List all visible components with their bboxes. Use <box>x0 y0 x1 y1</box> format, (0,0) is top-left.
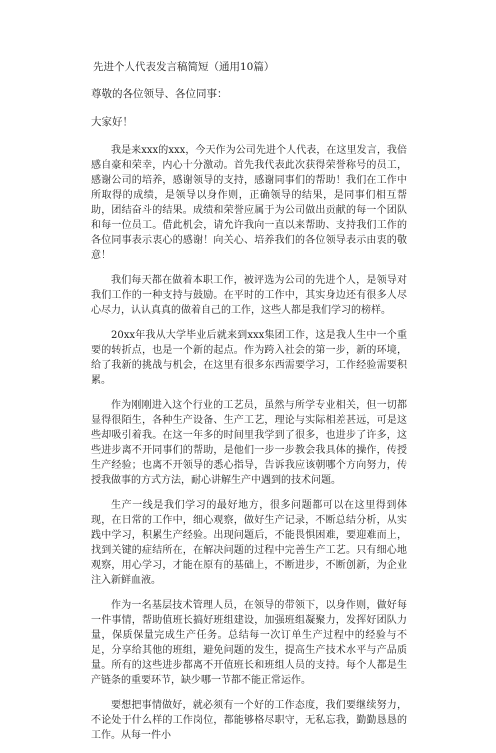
salutation: 尊敬的各位领导、各位同事： <box>91 88 228 100</box>
paragraph: 作为一名基层技术管理人员，在领导的带领下，以身作则，做好每一件事情，帮助值班长搞好班组建设，加强班组凝聚力，发挥好团队力量，保质保量完成生产任务。总结每一次订单生产过程中的经验与不足，分享给其他的班组，避免问题的发生，提高生产技术水平与产品质量。所有的这些进步都离不开值班长和班组人员的支持。每个人都是生产链条的重要环节，缺少哪一节都不能正常运作。 <box>91 600 407 686</box>
document-title: 先进个人代表发言稿简短（通用10篇） <box>93 61 275 73</box>
paragraph: 我们每天都在做着本职工作，被评选为公司的先进个人，是领导对我们工作的一种支持与鼓励。在平时的工作中，其实身边还有很多人尽心尽力，认认真真的做着自己的工作，这些人都是我们学习的榜样。 <box>91 275 407 316</box>
paragraph: 我是来xxx的xxx，今天作为公司先进个人代表，在这里发言，我倍感自豪和荣幸，内心十分激动。首先我代表此次获得荣誉称号的员工，感谢公司的培养，感谢领导的支持，感谢同事们的帮助！我们在工作中所取得的成绩，是领导以身作则，正确领导的结果，是同事们相互帮助，团结奋斗的结果。成绩和荣誉应属于为公司做出贡献的每一个团队和每一位员工。借此机会，请允许我向一直以来帮助、支持我们工作的各位同事表示衷心的感谢！向关心、培养我们的各位领导表示由衷的敬意！ <box>91 145 407 261</box>
paragraph: 作为刚刚进入这个行业的工艺员，虽然与所学专业相关，但一切都显得很陌生，各种生产设备、生产工艺，理论与实际相差甚远，可是这些却吸引着我。在这一年多的时间里我学到了很多，也进步了许多，这些进步离不开同事们的帮助，是他们一步一步教会我具体的操作，传授生产经验；也离不开领导的悉心指导，告诉我应该朝哪个方向努力，传授我做事的方式方法，耐心讲解生产中遇到的技术问题。 <box>91 400 407 486</box>
paragraph: 20xx年我从大学毕业后就来到xxx集团工作，这是我人生中一个重要的转折点，也是一个新的起点。作为跨入社会的第一步，新的环境，给了我新的挑战与机会，在这里有很多东西需要学习，工作经验需要积累。 <box>91 330 407 386</box>
document-body <box>91 60 407 753</box>
paragraph: 要想把事情做好，就必须有一个好的工作态度，我们要继续努力，不论处于什么样的工作岗位，都能够格尽职守，无私忘我，勤勤恳恳的工作。从每一件小 <box>91 700 407 741</box>
greeting: 大家好！ <box>91 116 133 128</box>
paragraph: 生产一线是我们学习的最好地方，很多问题都可以在这里得到体现，在日常的工作中，细心观察，做好生产记录，不断总结分析，从实践中学习，积累生产经验。出现问题后，不能畏惧困难，要迎难而上，找到关键的症结所在，在解决问题的过程中完善生产工艺。只有细心地观察，用心学习，才能在原有的基础上，不断进步，不断创新，为企业注入新鲜血液。 <box>91 500 407 586</box>
